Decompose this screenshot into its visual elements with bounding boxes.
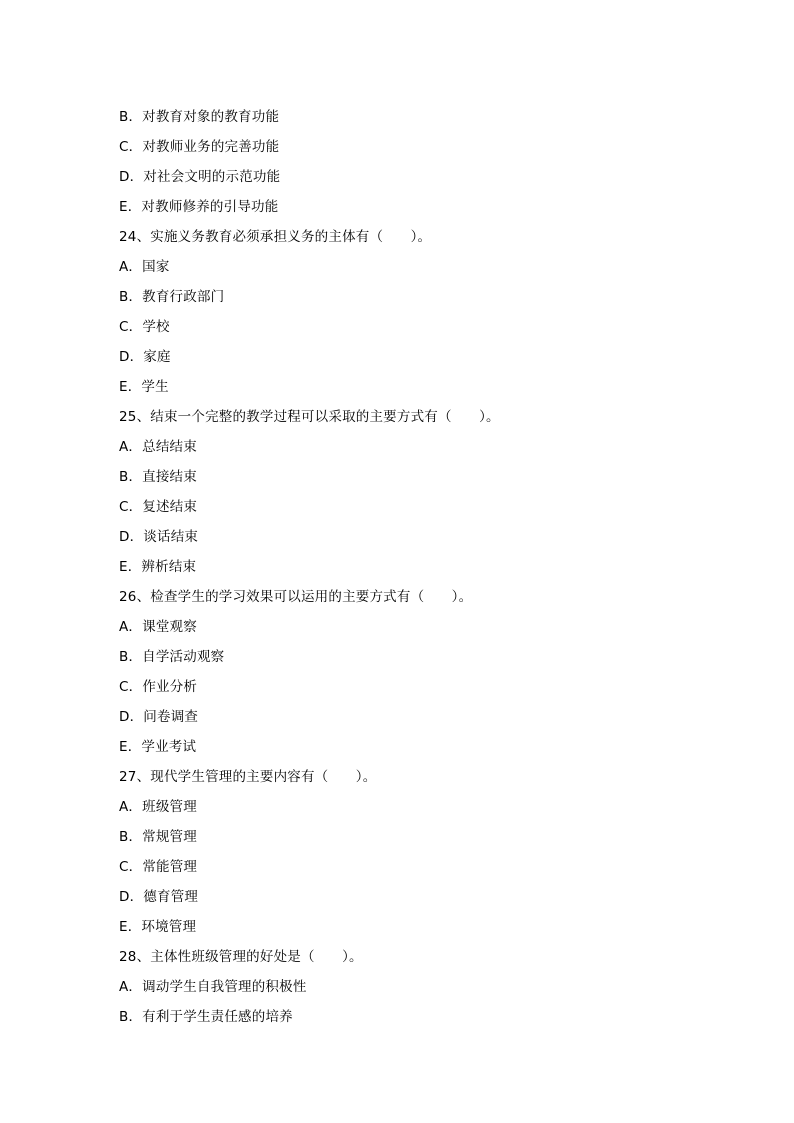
question-stem: 25、结束一个完整的教学过程可以采取的主要方式有（ ）。 <box>119 409 500 425</box>
option-line: B．教育行政部门 <box>119 289 225 305</box>
option-line: A．课堂观察 <box>119 619 197 635</box>
option-line: B．对教育对象的教育功能 <box>119 109 280 125</box>
option-line: B．常规管理 <box>119 829 197 845</box>
question-stem: 28、主体性班级管理的好处是（ ）。 <box>119 949 363 965</box>
option-line: C．复述结束 <box>119 499 198 515</box>
question-stem: 24、实施义务教育必须承担义务的主体有（ ）。 <box>119 229 432 245</box>
option-line: E．学生 <box>119 379 169 395</box>
option-line: D．谈话结束 <box>119 529 199 545</box>
option-line: C．常能管理 <box>119 859 198 875</box>
option-line: C．学校 <box>119 319 170 335</box>
option-line: E．学业考试 <box>119 739 197 755</box>
question-stem: 26、检查学生的学习效果可以运用的主要方式有（ ）。 <box>119 589 473 605</box>
option-line: D．德育管理 <box>119 889 199 905</box>
option-line: D．家庭 <box>119 349 171 365</box>
option-line: C．对教师业务的完善功能 <box>119 139 280 155</box>
option-line: B．自学活动观察 <box>119 649 225 665</box>
option-line: B．直接结束 <box>119 469 197 485</box>
option-line: E．辨析结束 <box>119 559 197 575</box>
option-line: B．有利于学生责任感的培养 <box>119 1009 293 1025</box>
question-list <box>119 107 739 1037</box>
question-stem: 27、现代学生管理的主要内容有（ ）。 <box>119 769 377 785</box>
option-line: A．总结结束 <box>119 439 197 455</box>
option-line: A．调动学生自我管理的积极性 <box>119 979 307 995</box>
option-line: D．问卷调查 <box>119 709 199 725</box>
option-line: A．班级管理 <box>119 799 197 815</box>
option-line: E．环境管理 <box>119 919 197 935</box>
option-line: A．国家 <box>119 259 170 275</box>
option-line: C．作业分析 <box>119 679 198 695</box>
option-line: D．对社会文明的示范功能 <box>119 169 281 185</box>
option-line: E．对教师修养的引导功能 <box>119 199 279 215</box>
